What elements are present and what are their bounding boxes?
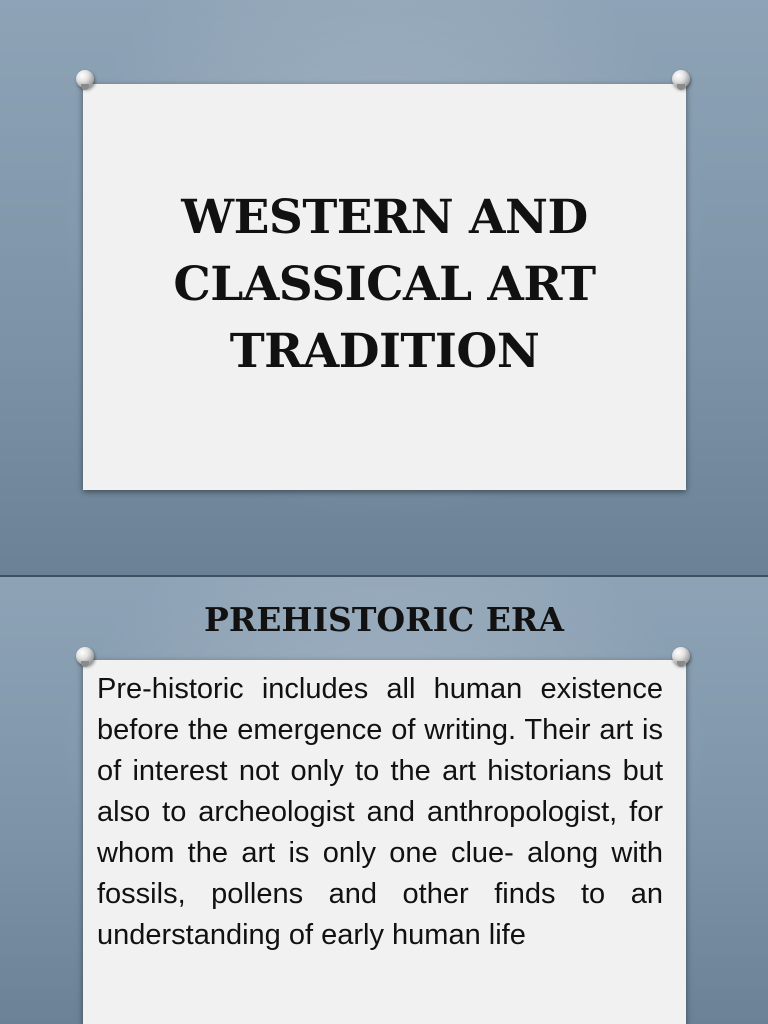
- slide-heading: PREHISTORIC ERA: [204, 600, 564, 639]
- slide-body-text: Pre-historic includes all human existence before the emergence of writing. Their art is of interest not only to the art historians but also to archeologist and anthropologist, for whom the art is only one clue- along with fossils, pollens and other finds to an understanding of early human life: [97, 673, 663, 951]
- slide-title-text: WESTERN AND CLASSICAL ART TRADITION: [173, 190, 596, 379]
- slide-prehistoric-era: [0, 577, 768, 1024]
- pin-icon: [76, 70, 94, 88]
- pin-icon: [672, 70, 690, 88]
- pin-icon: [672, 647, 690, 665]
- pin-icon: [76, 647, 94, 665]
